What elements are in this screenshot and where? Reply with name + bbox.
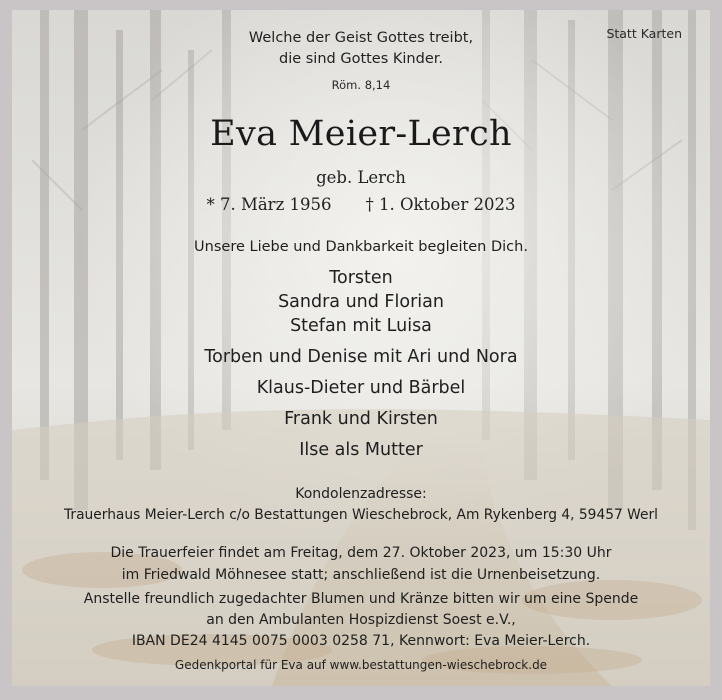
mourner-line: Sandra und Florian <box>278 292 444 312</box>
bible-reference: Röm. 8,14 <box>331 78 391 92</box>
deceased-name: Eva Meier-Lerch <box>210 114 512 154</box>
ceremony-line-1: Die Trauerfeier findet am Freitag, dem 27. Oktober 2023, um 15:30 Uhr <box>110 545 612 561</box>
life-dates <box>12 195 710 214</box>
mourner-line: Ilse als Mutter <box>299 440 423 460</box>
mourner-line: Klaus-Dieter und Bärbel <box>256 378 466 398</box>
motto-line-2: die sind Gottes Kinder. <box>278 51 443 67</box>
mourner-line: Frank und Kirsten <box>284 409 438 429</box>
condolence-address: Trauerhaus Meier-Lerch c/o Bestattungen Wieschebrock, Am Rykenberg 4, 59457 Werl <box>64 507 658 523</box>
mourner-line: Torben und Denise mit Ari und Nora <box>204 347 518 367</box>
birth-date: * 7. März 1956 <box>206 195 332 214</box>
condolence-heading: Kondolenzadresse: <box>295 486 427 502</box>
donation-line-2: an den Ambulanten Hospizdienst Soest e.V., <box>206 612 516 628</box>
dedication-line: Unsere Liebe und Dankbarkeit begleiten Dich. <box>194 239 528 255</box>
donation-line-3: IBAN DE24 4145 0075 0003 0258 71, Kennwort: Eva Meier-Lerch. <box>131 633 591 649</box>
obituary-card <box>12 10 710 686</box>
mourner-line: Stefan mit Luisa <box>290 316 432 336</box>
ceremony-line-2: im Friedwald Möhnesee statt; anschließend ist die Urnenbeisetzung. <box>121 567 601 583</box>
donation-line-1: Anstelle freundlich zugedachter Blumen und Kränze bitten wir um eine Spende <box>83 591 639 607</box>
birth-name: geb. Lerch <box>316 168 406 187</box>
motto-line-1: Welche der Geist Gottes treibt, <box>248 30 474 46</box>
death-date: † 1. Oktober 2023 <box>365 195 516 214</box>
mourner-line: Torsten <box>329 268 393 288</box>
memorial-portal-note: Gedenkportal für Eva auf www.bestattungen-wieschebrock.de <box>174 658 548 672</box>
corner-note: Statt Karten <box>606 26 682 41</box>
